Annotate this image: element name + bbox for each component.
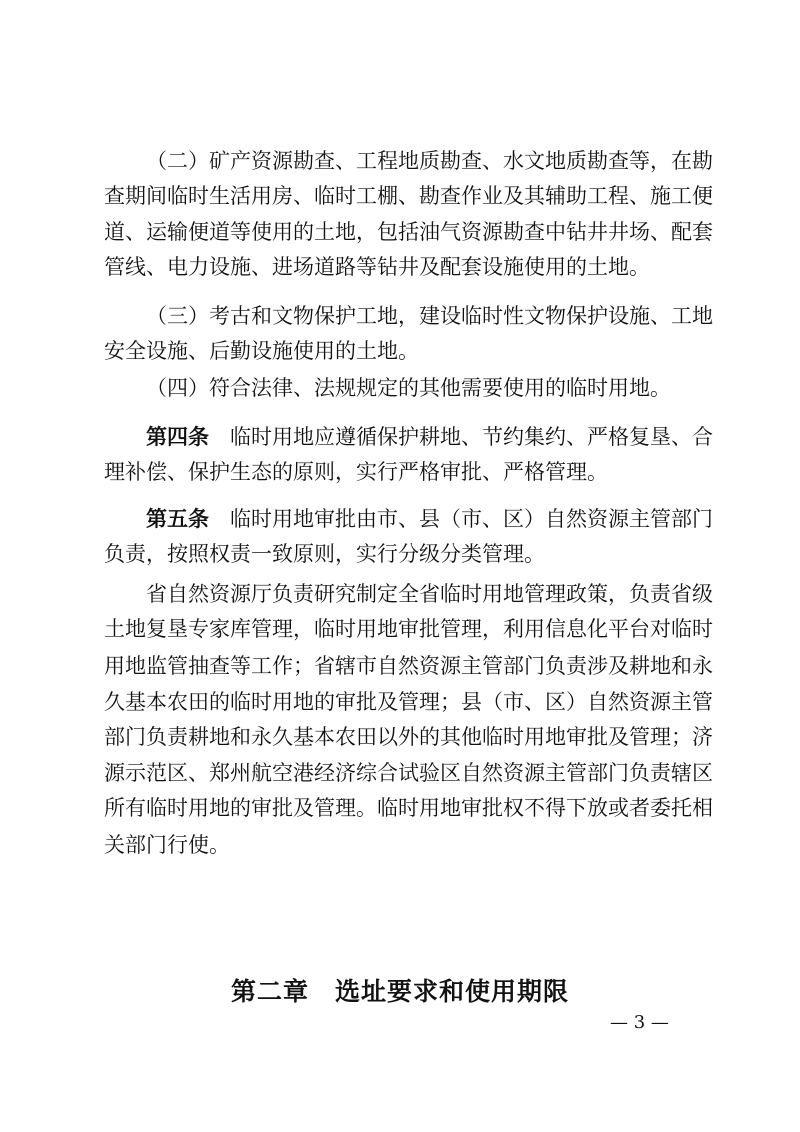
paragraph-line: 土地复垦专家库管理，临时用地审批管理，利用信息化平台对临时: [104, 617, 713, 641]
article-5-label: 第五条: [146, 507, 209, 531]
paragraph-line: 负责，按照权责一致原则，实行分级分类管理。: [104, 542, 545, 566]
paragraph-line: 关部门行使。: [104, 833, 230, 857]
paragraph-line: 源示范区、郑州航空港经济综合试验区自然资源主管部门负责辖区: [104, 761, 713, 785]
paragraph-line: 用地监管抽查等工作；省辖市自然资源主管部门负责涉及耕地和永: [104, 654, 713, 678]
paragraph-line: 管线、电力设施、进场道路等钻井及配套设施使用的土地。: [104, 255, 650, 279]
article-4-label: 第四条: [146, 425, 209, 449]
page-number: — 3 —: [610, 1012, 669, 1033]
article-5-line: [146, 506, 713, 532]
paragraph-line: （三）考古和文物保护工地，建设临时性文物保护设施、工地: [146, 304, 713, 328]
paragraph-line: 安全设施、后勤设施使用的土地。: [104, 339, 419, 363]
paragraph-line: 道、运输便道等使用的土地，包括油气资源勘查中钻井井场、配套: [104, 220, 713, 244]
paragraph-line: 理补偿、保护生态的原则，实行严格审批、严格管理。: [104, 460, 608, 484]
paragraph-line: 部门负责耕地和永久基本农田以外的其他临时用地审批及管理；济: [104, 725, 713, 749]
paragraph-line: 查期间临时生活用房、临时工棚、勘查作业及其辅助工程、施工便: [104, 184, 713, 208]
article-4-text: 临时用地应遵循保护耕地、节约集约、严格复垦、合: [209, 425, 713, 449]
article-5-text: 临时用地审批由市、县（市、区）自然资源主管部门: [209, 507, 713, 531]
paragraph-line: 所有临时用地的审批及管理。临时用地审批权不得下放或者委托相: [104, 796, 713, 820]
article-4-line: [146, 424, 713, 450]
paragraph-line: 省自然资源厅负责研究制定全省临时用地管理政策，负责省级: [146, 582, 713, 606]
paragraph-line: 久基本农田的临时用地的审批及管理；县（市、区）自然资源主管: [104, 690, 713, 714]
paragraph-line: （四）符合法律、法规规定的其他需要使用的临时用地。: [146, 376, 671, 400]
paragraph-line: （二）矿产资源勘查、工程地质勘查、水文地质勘查等，在勘: [146, 149, 713, 173]
chapter-heading: 第二章 选址要求和使用期限: [230, 977, 569, 1006]
